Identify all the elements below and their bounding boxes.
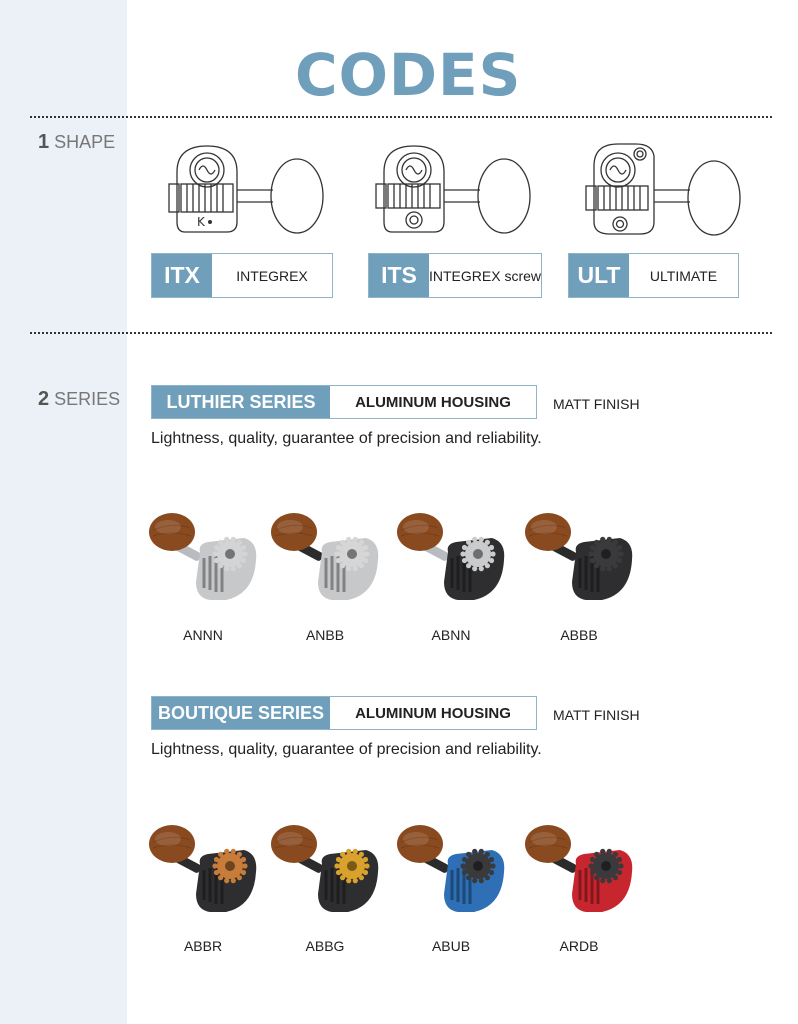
series-header-luthier [151, 385, 537, 419]
sidebar-band [0, 0, 127, 1024]
series-header-boutique [151, 696, 537, 730]
section-label-shape [38, 132, 115, 152]
ultimate-diagram [572, 140, 752, 242]
tuning-peg-image [524, 508, 634, 608]
shape-name: INTEGREX [236, 267, 308, 284]
tuning-peg-image [270, 508, 380, 608]
shape-name: ULTIMATE [649, 267, 718, 284]
peg-code-label: ANBB [305, 627, 345, 643]
svg-text:K: K [197, 215, 205, 229]
shape-code: ITX [152, 254, 212, 297]
peg-code-label: ABBR [183, 938, 223, 954]
peg-code-label: ABUB [431, 938, 471, 954]
page-title: CODES [295, 41, 522, 109]
shape-code: ULT [569, 254, 629, 297]
series-finish: MATT FINISH [553, 707, 640, 723]
section-number: 2 [38, 388, 50, 410]
tuning-peg-image [396, 508, 506, 608]
tuning-peg-image [524, 820, 634, 920]
shape-code-its [368, 253, 542, 298]
section-title: SERIES [54, 389, 121, 409]
tuning-peg-image [396, 820, 506, 920]
series-name: BOUTIQUE SERIES [152, 697, 330, 729]
peg-code-label: ARDB [559, 938, 599, 954]
series-housing: ALUMINUM HOUSING [355, 393, 511, 411]
series-tagline: Lightness, quality, guarantee of precision and reliability. [151, 741, 542, 758]
integrex-screw-diagram [362, 140, 542, 242]
peg-code-label: ABNN [431, 627, 471, 643]
section-title: SHAPE [54, 132, 116, 152]
series-name: LUTHIER SERIES [152, 386, 330, 418]
shape-code: ITS [369, 254, 429, 297]
shape-code-itx [151, 253, 333, 298]
tuning-peg-image [148, 820, 258, 920]
section-label-series [38, 389, 120, 409]
shape-code-ult [568, 253, 739, 298]
tuning-peg-image [270, 820, 380, 920]
peg-code-label: ABBB [560, 627, 598, 643]
series-tagline: Lightness, quality, guarantee of precision and reliability. [151, 430, 542, 447]
peg-code-label: ANNN [183, 627, 223, 643]
section-number: 1 [38, 131, 50, 153]
shape-name: INTEGREX screw [429, 267, 542, 284]
series-housing: ALUMINUM HOUSING [355, 704, 511, 722]
integrex-diagram [155, 140, 335, 242]
series-finish: MATT FINISH [553, 396, 640, 412]
peg-code-label: ABBG [305, 938, 345, 954]
tuning-peg-image [148, 508, 258, 608]
divider-top [30, 116, 772, 118]
divider-middle [30, 332, 772, 334]
